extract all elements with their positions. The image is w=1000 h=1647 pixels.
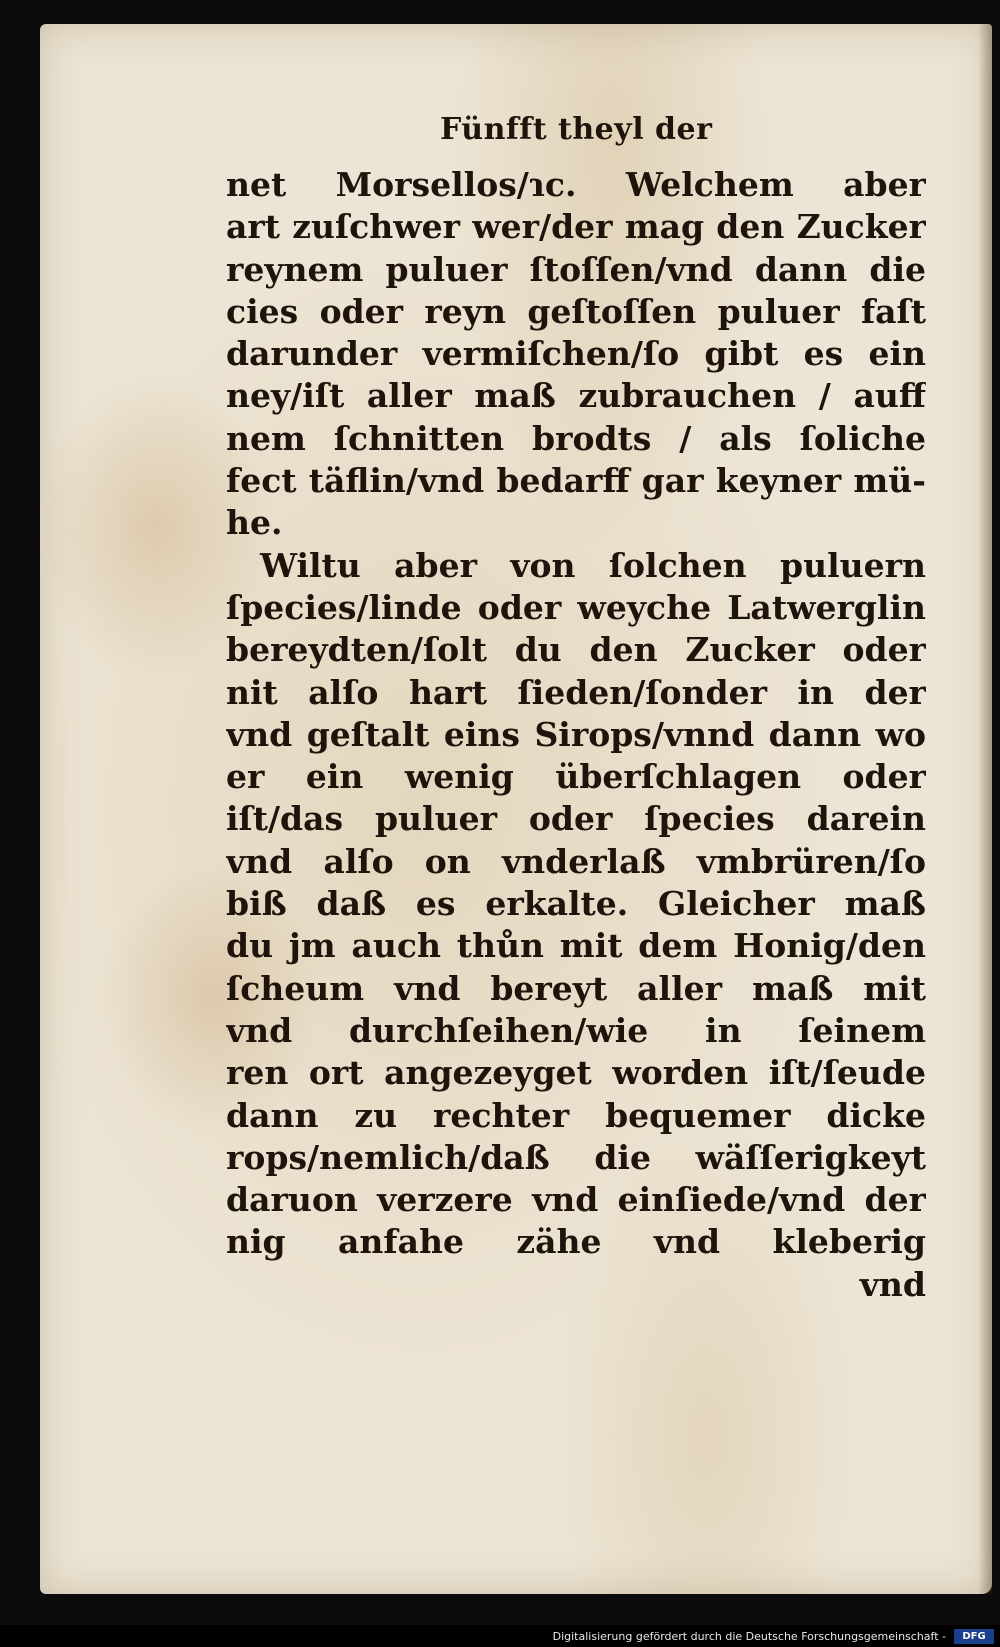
text-line: ren ort angezeyget worden iſt/ſeude <box>226 1053 926 1093</box>
catchword: vnd <box>859 1264 926 1304</box>
text-line: net Morsellos/ɿc. Welchem aber <box>226 165 926 204</box>
text-line: biß daß es erkalte. Gleicher maß <box>226 884 926 924</box>
text-line: Wiltu aber von ſolchen puluern <box>260 545 926 585</box>
text-line: nem ſchnitten brodts / als ſoliche <box>226 418 926 458</box>
book-page <box>40 24 992 1594</box>
text-line: he. <box>226 503 283 543</box>
text-line: iſt/das puluer oder ſpecies darein <box>226 799 926 839</box>
dfg-logo-icon: DFG <box>954 1629 994 1644</box>
text-line: darunder vermiſchen/ſo gibt es ein <box>226 334 926 374</box>
text-line: er ein wenig überſchlagen oder <box>226 757 926 797</box>
footer-bar <box>0 1625 1000 1647</box>
digitization-credit: Digitalisierung gefördert durch die Deutsche Forschungsgemeinschaft - <box>552 1630 946 1643</box>
text-line: art zuſchwer wer/der mag den Zucker <box>226 207 926 247</box>
running-head: Fünfft theyl der <box>440 112 713 147</box>
text-line: daruon verzere vnd einſiede/vnd der <box>226 1180 926 1220</box>
text-line: vnd geſtalt eins Sirops/vnnd dann wo <box>226 714 926 754</box>
text-line: dann zu rechter bequemer dicke <box>226 1095 926 1135</box>
text-line: rops/nemlich/daß die wäſſerigkeyt <box>226 1137 926 1177</box>
text-line: ſpecies/linde oder weyche Latwerglin <box>226 587 926 627</box>
text-line: fect täflin/vnd bedarff gar keyner mü- <box>226 461 926 501</box>
text-line: vnd durchſeihen/wie in ſeinem <box>226 1010 926 1050</box>
text-line: nig anfahe zähe vnd kleberig <box>226 1222 926 1262</box>
text-line: ſcheum vnd bereyt aller maß mit <box>226 968 926 1008</box>
text-line: nit alſo hart ſieden/ſonder in der <box>226 672 926 712</box>
text-block <box>226 164 926 1306</box>
page-edge-shadow <box>978 24 992 1594</box>
text-line: vnd alſo on vnderlaß vmbrüren/ſo <box>226 841 926 881</box>
text-line: bereydten/ſolt du den Zucker oder <box>226 630 926 670</box>
text-line: ney/iſt aller maß zubrauchen / auff <box>226 376 926 416</box>
text-line: reynem puluer ſtoſſen/vnd dann die <box>226 249 926 289</box>
text-line: du jm auch thůn mit dem Honig/den <box>226 926 926 966</box>
text-line: cies oder reyn geſtoſſen puluer faſt <box>226 291 926 331</box>
